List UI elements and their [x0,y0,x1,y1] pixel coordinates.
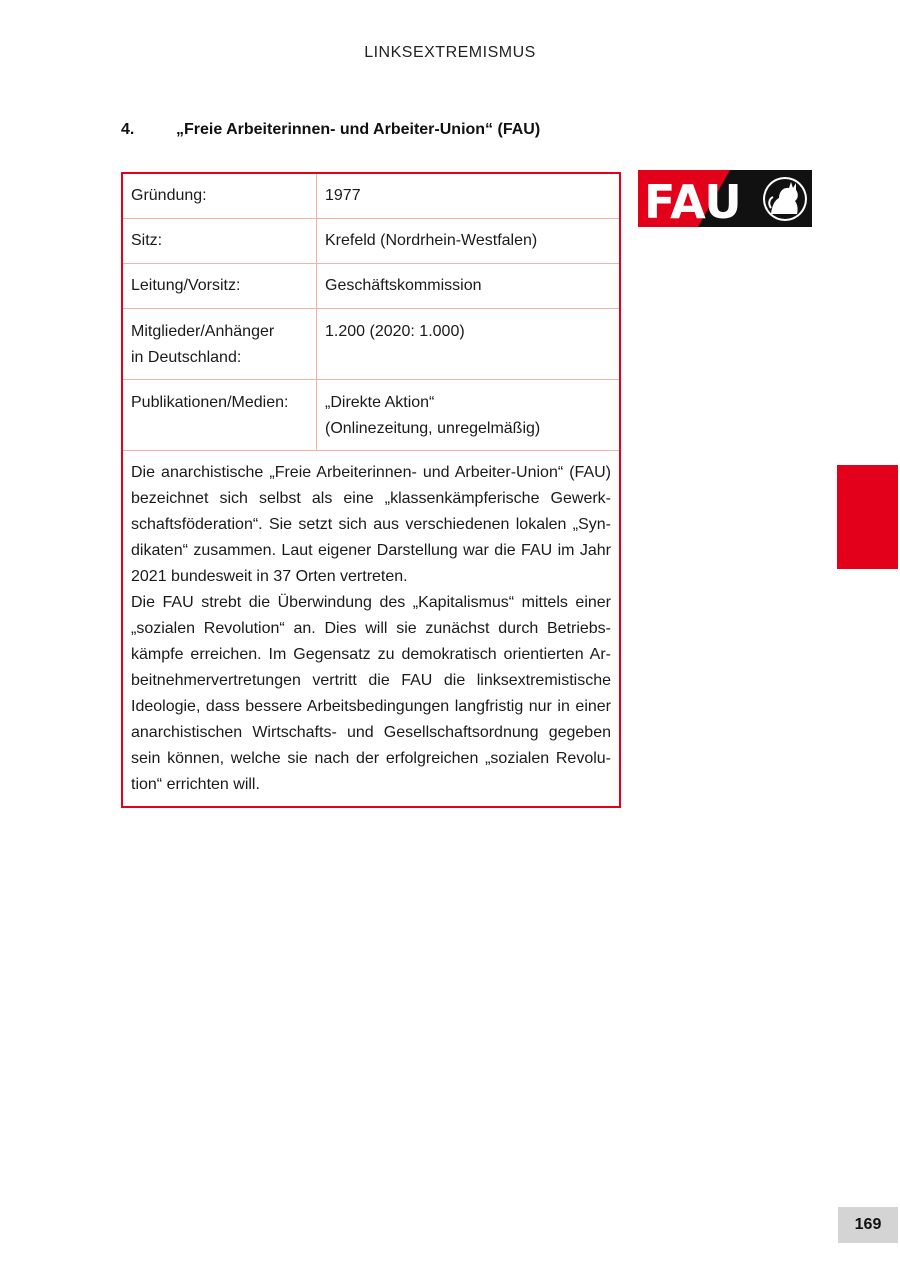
profile-label: Sitz: [123,219,317,263]
profile-row-members [123,309,619,380]
description-paragraph: Die FAU strebt die Überwindung des „Kapitalismus“ mittels einer „sozialen Revolution“ an. Dies will sie zunächst durch Betriebskämpfe erreichen. Im Gegensatz zu demokratisch orientierten Arbeitnehmervertretungen vertritt die FAU die linksextremistische Ideologie, dass bessere Arbeitsbedingungen langfristig nur in einer anarchistischen Wirtschafts- und Gesellschaftsordnung gegeben sein können, welche sie nach der erfolgreichen „sozialen Revolution“ errichten will. [131,594,611,793]
description-paragraph: Die anarchistische „Freie Arbeiterinnen- und Arbeiter-Union“ (FAU) bezeichnet sich selbst als eine „klassenkämpferische Gewerkschaftsföderation“. Sie setzt sich aus verschiedenen lokalen „Syndikaten“ zusammen. Laut eigener Darstellung war die FAU im Jahr 2021 bundesweit in 37 Orten vertreten. [131,464,611,585]
page-number: 169 [838,1207,898,1243]
section-title-text: „Freie Arbeiterinnen- und Arbeiter-Union“ (FAU) [176,121,541,138]
profile-label-line: Mitglieder/Anhänger [131,323,275,340]
fau-logo-graphic [638,170,812,227]
running-head: LINKSEXTREMISMUS [364,44,536,61]
profile-label [123,309,317,379]
profile-value: 1.200 (2020: 1.000) [325,323,465,340]
profile-row-founded [123,174,619,219]
profile-label: Gründung: [123,174,317,218]
fau-logo [638,170,812,227]
organization-description [123,451,619,806]
profile-label-line: in Deutschland: [131,349,242,366]
section-number: 4. [121,121,135,138]
chapter-side-tab [837,465,898,569]
profile-value [317,380,619,450]
profile-label: Publikationen/Medien: [123,380,317,450]
profile-label: Leitung/Vorsitz: [123,264,317,308]
profile-value: Krefeld (Nordrhein-Westfalen) [325,232,538,249]
profile-value-line: „Direkte Aktion“ [325,394,435,411]
profile-row-seat [123,219,619,264]
fau-logo-text: FAU [644,175,742,227]
profile-value-line: (Onlinezeitung, unregelmäßig) [325,420,541,437]
profile-row-publications [123,380,619,451]
profile-row-leadership [123,264,619,309]
profile-value: Geschäftskommission [325,277,482,294]
section-title [121,121,540,139]
profile-value: 1977 [325,187,361,204]
black-cat-icon [763,177,807,221]
organization-profile-box [121,172,621,808]
